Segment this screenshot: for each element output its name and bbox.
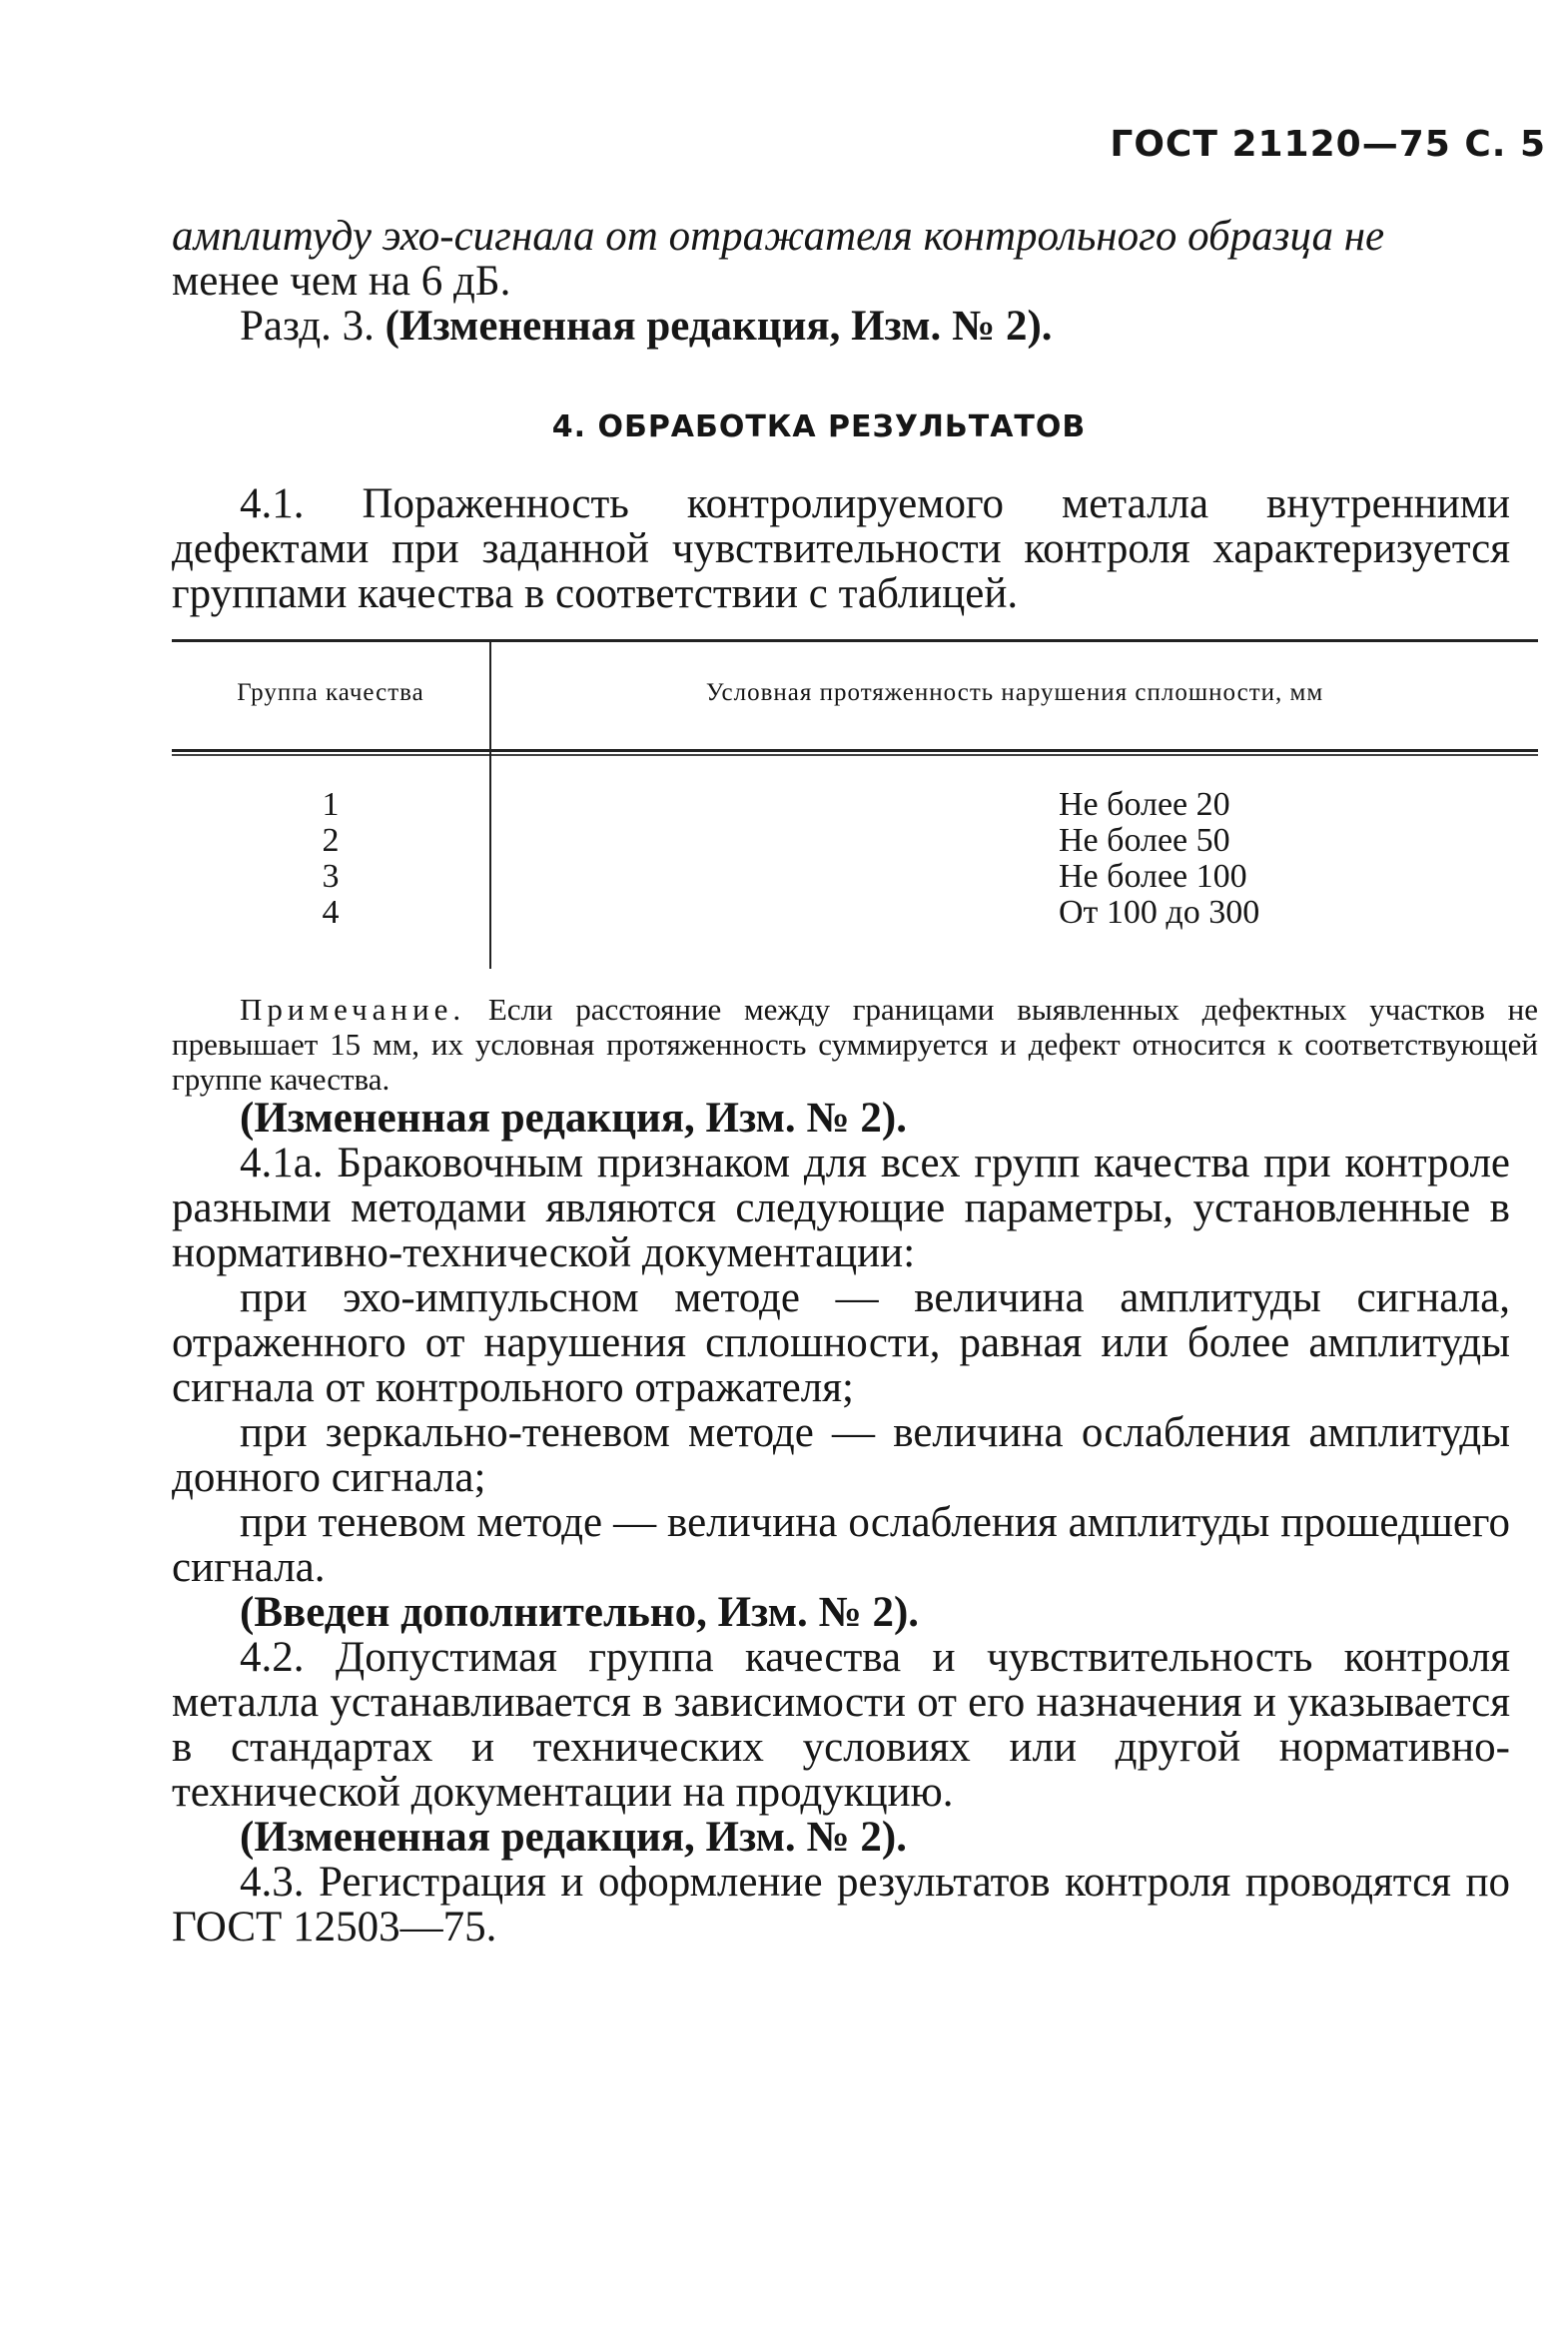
table-cell-length: Не более 20 bbox=[1059, 786, 1230, 823]
paragraph-continuation: амплитуду эхо-сигнала от отражателя контрольного образца не bbox=[172, 213, 1385, 260]
table-top-rule bbox=[172, 639, 1538, 642]
body-section bbox=[172, 1096, 1510, 1950]
section-heading: 4. ОБРАБОТКА РЕЗУЛЬТАТОВ bbox=[551, 409, 1087, 444]
table-cell-length: Не более 50 bbox=[1059, 822, 1230, 859]
revision-note: (Измененная редакция, Изм. № 2). bbox=[240, 1095, 907, 1142]
section-3-revision bbox=[172, 304, 1510, 349]
note-label: Примечание. bbox=[240, 992, 466, 1027]
table-cell-group: 3 bbox=[322, 858, 340, 895]
table-header-rule-double bbox=[172, 754, 1538, 756]
column-length-values bbox=[491, 787, 1538, 931]
table-cell-group: 4 bbox=[322, 894, 340, 931]
table-header-rule bbox=[172, 749, 1538, 752]
paragraph-4-2: 4.2. Допустимая группа качества и чувствительность контроля металла устанавливается в зависимости от его назначения и указывается в стандартах и технических условиях или другой нормативно-технической документации на продукцию. bbox=[172, 1634, 1510, 1816]
table-cell-group: 1 bbox=[322, 786, 340, 823]
revision-prefix: Разд. 3. bbox=[240, 303, 386, 350]
method-mirror-shadow: при зеркально-теневом методе — величина ослабления амплитуды донного сигнала; bbox=[172, 1409, 1510, 1501]
table-cell-length: Не более 100 bbox=[1059, 858, 1247, 895]
method-echo-pulse: при эхо-импульсном методе — величина амплитуды сигнала, отраженного от нарушения сплошности, равная или более амплитуды сигнала от контрольного отражателя; bbox=[172, 1274, 1510, 1411]
table-cell-group: 2 bbox=[322, 822, 340, 859]
revision-note: (Измененная редакция, Изм. № 2). bbox=[240, 1814, 907, 1861]
paragraph-4-1a: 4.1а. Браковочным признаком для всех групп качества при контроле разными методами являются следующие параметры, установленные в нормативно-технической документации: bbox=[172, 1140, 1510, 1276]
revision-note: (Введен дополнительно, Изм. № 2). bbox=[240, 1589, 920, 1636]
table-cell-length: От 100 до 300 bbox=[1059, 894, 1260, 931]
revision-note: (Измененная редакция, Изм. № 2). bbox=[385, 303, 1053, 350]
note-text: Если расстояние между границами выявленных дефектных участков не превышает 15 мм, их условная протяженность суммируется и дефект относится к соответствующей группе качества. bbox=[172, 992, 1538, 1097]
paragraph-4-3: 4.3. Регистрация и оформление результатов контроля проводятся по ГОСТ 12503—75. bbox=[172, 1859, 1510, 1951]
top-section bbox=[172, 214, 1510, 349]
method-shadow: при теневом методе — величина ослабления амплитуды прошедшего сигнала. bbox=[172, 1499, 1510, 1591]
table-note bbox=[172, 992, 1538, 1097]
paragraph-4-1: 4.1. Пораженность контролируемого металла внутренними дефектами при заданной чувствительности контроля характеризуется группами качества в соответствии с таблицей. bbox=[172, 480, 1510, 617]
page-header: ГОСТ 21120—75 С. 5 bbox=[1110, 124, 1546, 165]
column-header-group: Группа качества bbox=[237, 679, 424, 706]
column-group-values bbox=[172, 787, 489, 931]
column-header-length: Условная протяженность нарушения сплошности, мм bbox=[705, 679, 1324, 706]
paragraph-4-1-block bbox=[172, 481, 1510, 616]
quality-groups-table bbox=[172, 639, 1538, 969]
paragraph-continuation-end: менее чем на 6 дБ. bbox=[172, 258, 511, 305]
